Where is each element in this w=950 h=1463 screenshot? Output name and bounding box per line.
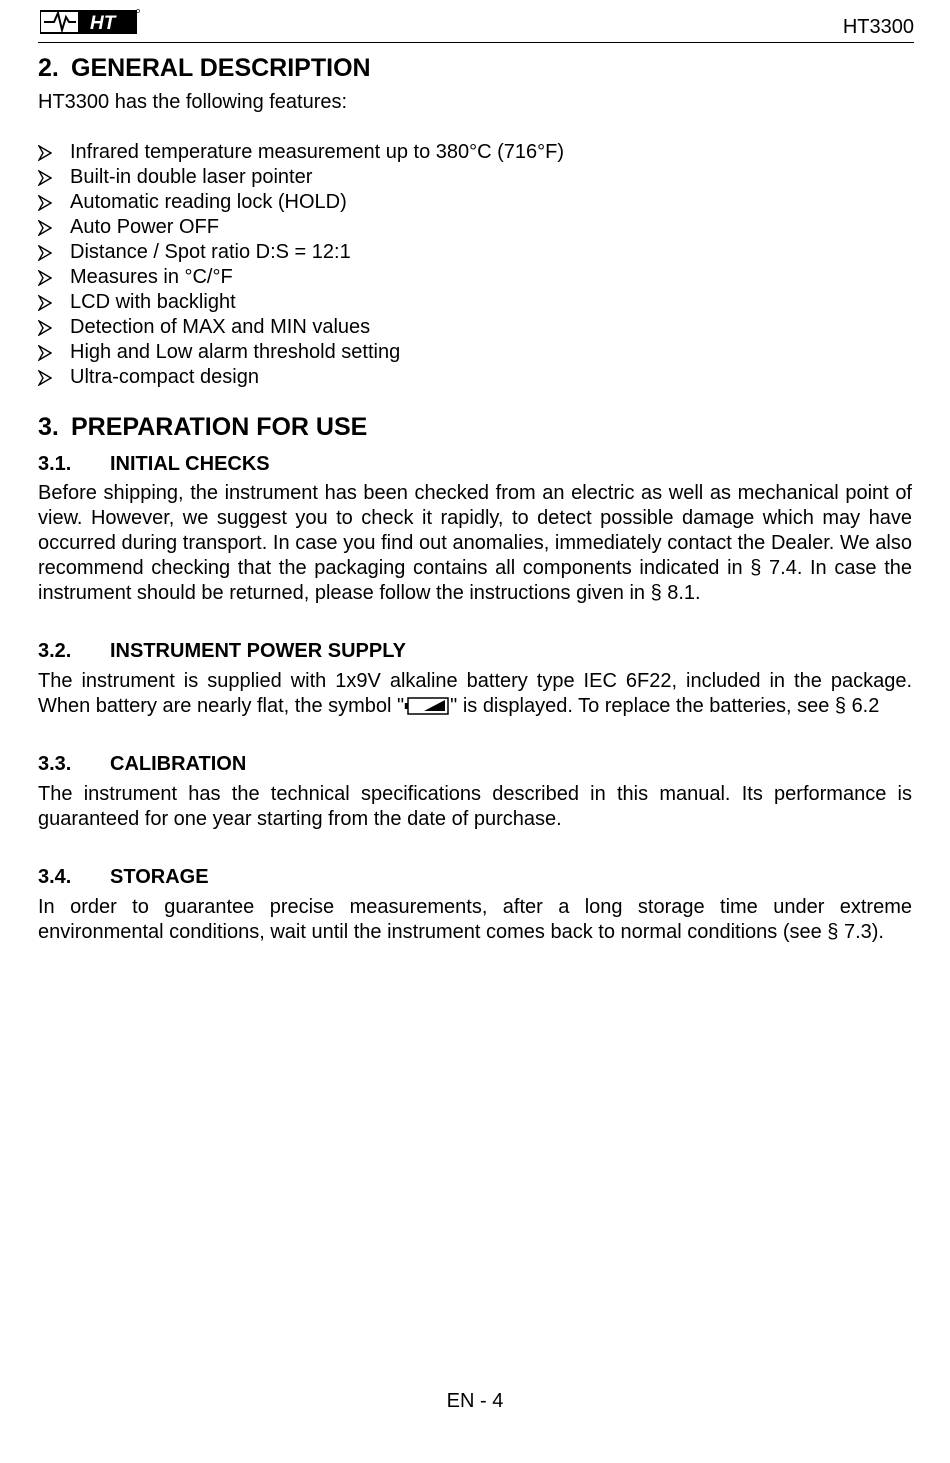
page-header (38, 6, 914, 43)
list-item: Automatic reading lock (HOLD) (38, 190, 912, 215)
arrowhead-bullet-icon (38, 220, 52, 236)
arrowhead-bullet-icon (38, 345, 52, 361)
subsection-heading-power-supply: 3.2. INSTRUMENT POWER SUPPLY (38, 640, 406, 662)
subsection-heading-calibration: 3.3. CALIBRATION (38, 753, 247, 775)
section-heading-general-description: 2. GENERAL DESCRIPTION (38, 54, 371, 82)
list-item: Infrared temperature measurement up to 380°C (716°F) (38, 140, 912, 165)
arrowhead-bullet-icon (38, 270, 52, 286)
arrowhead-bullet-icon (38, 320, 52, 336)
arrowhead-bullet-icon (38, 370, 52, 386)
subsection-heading-initial-checks: 3.1. INITIAL CHECKS (38, 453, 270, 475)
storage-text: In order to guarantee precise measurements, after a long storage time under extreme environmental conditions, wait until the instrument comes back to normal conditions (see § 7.3). (38, 896, 912, 943)
low-battery-icon (404, 696, 450, 716)
power-supply-text: The instrument is supplied with 1x9V alkaline battery type IEC 6F22, included in the package. When battery are nearly flat, the symbol " " is displayed. To replace the batteries, see § 6.2 (38, 670, 912, 717)
arrowhead-bullet-icon (38, 145, 52, 161)
initial-checks-text: Before shipping, the instrument has been checked from an electric as well as mechanical point of view. However, we suggest you to check it rapidly, to detect possible damage which may have occurred during transport. In case you find out anomalies, immediately contact the Dealer. We also recommend checking that the packaging contains all components indicated in § 7.4. In case the instrument should be returned, please follow the instructions given in § 8.1. (38, 482, 912, 604)
list-item: LCD with backlight (38, 290, 912, 315)
svg-text:HT: HT (90, 13, 116, 34)
arrowhead-bullet-icon (38, 195, 52, 211)
subsection-heading-storage: 3.4. STORAGE (38, 866, 209, 888)
arrowhead-bullet-icon (38, 295, 52, 311)
list-item: Distance / Spot ratio D:S = 12:1 (38, 240, 912, 265)
list-item: High and Low alarm threshold setting (38, 340, 912, 365)
arrowhead-bullet-icon (38, 170, 52, 186)
list-item: Ultra-compact design (38, 365, 912, 390)
calibration-text: The instrument has the technical specifications described in this manual. Its performance is guaranteed for one year starting from the date of purchase. (38, 783, 912, 830)
list-item: Detection of MAX and MIN values (38, 315, 912, 340)
list-item: Measures in °C/°F (38, 265, 912, 290)
ht-logo-icon (40, 8, 140, 36)
document-code: HT3300 (842, 16, 914, 38)
page-content (38, 52, 912, 945)
page-number: EN - 4 (446, 1390, 504, 1412)
arrowhead-bullet-icon (38, 245, 52, 261)
features-intro: HT3300 has the following features: (38, 91, 348, 113)
list-item: Auto Power OFF (38, 215, 912, 240)
features-list (38, 140, 912, 390)
list-item: Built-in double laser pointer (38, 165, 912, 190)
section-heading-preparation-for-use: 3. PREPARATION FOR USE (38, 413, 368, 441)
